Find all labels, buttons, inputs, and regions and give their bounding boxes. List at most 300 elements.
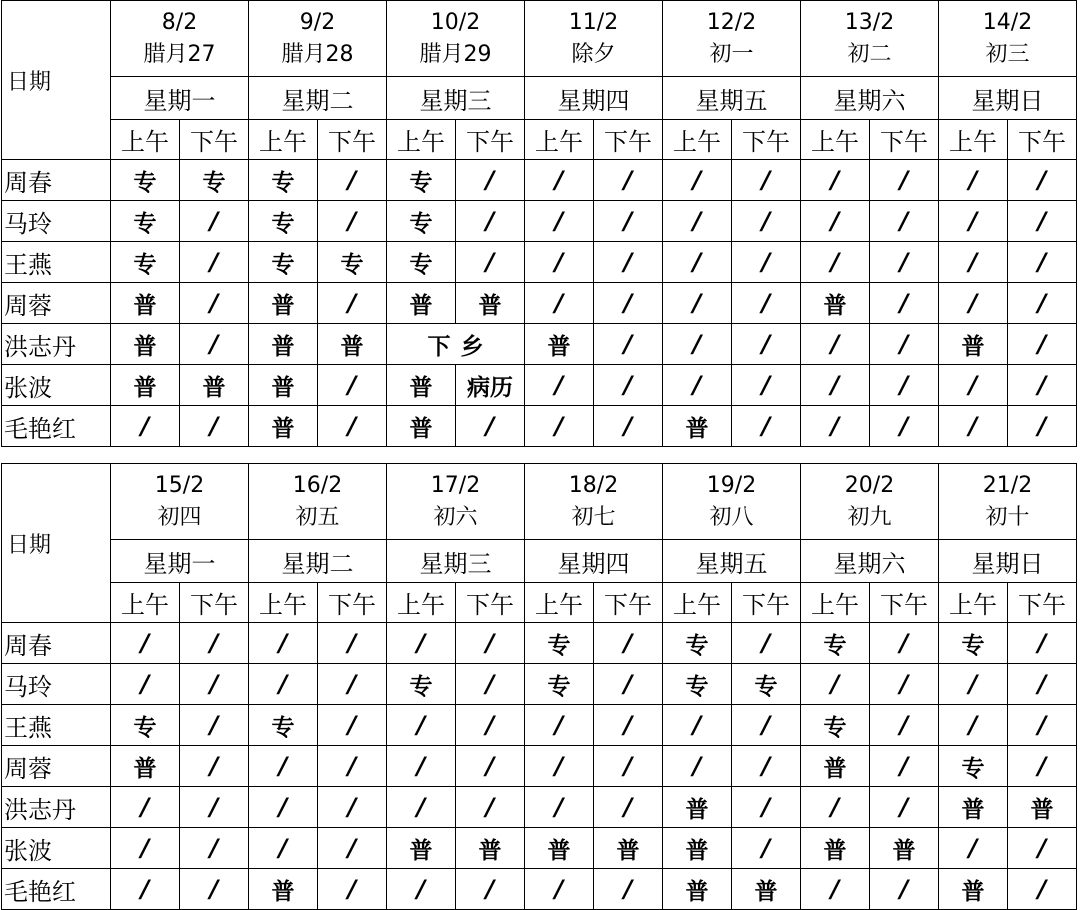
shift-cell: / — [249, 787, 318, 828]
day-date: 20/2 — [844, 472, 895, 498]
staff-row — [2, 705, 1077, 746]
staff-name: 洪志丹 — [2, 324, 111, 365]
shift-cell: / — [663, 324, 732, 365]
shift-cell: / — [732, 201, 801, 242]
shift-cell: / — [870, 324, 939, 365]
shift-cell: 普 — [249, 869, 318, 910]
shift-cell: / — [663, 365, 732, 406]
staff-name: 周蓉 — [2, 283, 111, 324]
day-lunar: 腊月28 — [281, 41, 354, 67]
shift-cell: / — [939, 242, 1008, 283]
shift-cell: / — [180, 664, 249, 705]
shift-cell: / — [870, 787, 939, 828]
shift-cell: / — [318, 787, 387, 828]
shift-cell: 专 — [249, 201, 318, 242]
shift-cell: 普 — [663, 406, 732, 447]
shift-cell: / — [456, 623, 525, 664]
shift-cell: / — [318, 623, 387, 664]
shift-cell: / — [1008, 828, 1077, 869]
shift-cell: / — [732, 746, 801, 787]
shift-cell: / — [939, 160, 1008, 201]
day-lunar: 初九 — [847, 504, 892, 530]
day-header — [111, 464, 249, 540]
shift-cell: / — [594, 160, 663, 201]
am-label: 上午 — [387, 583, 456, 623]
shift-cell: 普 — [801, 828, 870, 869]
shift-cell: / — [456, 201, 525, 242]
day-lunar: 初四 — [157, 504, 202, 530]
shift-cell: / — [732, 705, 801, 746]
shift-cell: / — [456, 160, 525, 201]
staff-row — [2, 324, 1077, 365]
shift-cell: / — [387, 746, 456, 787]
shift-cell: 普 — [111, 283, 180, 324]
shift-cell: / — [870, 746, 939, 787]
shift-cell: / — [249, 828, 318, 869]
schedule-table-1 — [1, 0, 1077, 447]
staff-name: 周春 — [2, 160, 111, 201]
day-lunar: 初十 — [985, 504, 1030, 530]
shift-cell: / — [939, 201, 1008, 242]
pm-label: 下午 — [456, 583, 525, 623]
shift-cell: 普 — [939, 869, 1008, 910]
shift-cell: / — [870, 160, 939, 201]
shift-cell: 专 — [111, 242, 180, 283]
shift-cell: / — [111, 787, 180, 828]
shift-cell: 普 — [456, 828, 525, 869]
shift-cell: / — [939, 705, 1008, 746]
shift-cell: / — [594, 242, 663, 283]
shift-cell: 下乡 — [387, 324, 525, 365]
shift-cell: / — [1008, 242, 1077, 283]
shift-cell: / — [318, 664, 387, 705]
staff-name: 王燕 — [2, 242, 111, 283]
shift-cell: 专 — [525, 623, 594, 664]
shift-cell: / — [870, 623, 939, 664]
weekday: 星期四 — [525, 540, 663, 583]
shift-cell: 普 — [111, 365, 180, 406]
shift-cell: 专 — [732, 664, 801, 705]
day-date: 19/2 — [706, 472, 757, 498]
shift-cell: / — [180, 787, 249, 828]
day-date: 14/2 — [982, 9, 1033, 35]
shift-cell: / — [663, 705, 732, 746]
shift-cell: / — [732, 787, 801, 828]
staff-name: 马玲 — [2, 664, 111, 705]
day-date: 12/2 — [706, 9, 757, 35]
shift-cell: / — [249, 623, 318, 664]
shift-cell: 专 — [387, 242, 456, 283]
day-date: 18/2 — [568, 472, 619, 498]
shift-cell: / — [939, 664, 1008, 705]
shift-cell: 专 — [387, 664, 456, 705]
shift-cell: / — [594, 365, 663, 406]
shift-cell: / — [318, 283, 387, 324]
shift-cell: 普 — [111, 324, 180, 365]
shift-cell: / — [249, 664, 318, 705]
date-label: 日期 — [2, 1, 111, 160]
shift-cell: / — [663, 160, 732, 201]
day-lunar: 初八 — [709, 504, 754, 530]
shift-cell: 专 — [111, 705, 180, 746]
shift-cell: / — [318, 869, 387, 910]
shift-cell: / — [387, 705, 456, 746]
shift-cell: / — [663, 283, 732, 324]
day-header — [387, 464, 525, 540]
am-label: 上午 — [663, 120, 732, 160]
shift-cell: 普 — [111, 746, 180, 787]
shift-cell: / — [594, 664, 663, 705]
shift-cell: / — [594, 787, 663, 828]
day-lunar: 初六 — [433, 504, 478, 530]
weekday: 星期六 — [801, 540, 939, 583]
staff-name: 王燕 — [2, 705, 111, 746]
shift-cell: / — [663, 242, 732, 283]
weekday: 星期三 — [387, 540, 525, 583]
shift-cell: / — [870, 406, 939, 447]
shift-cell: 普 — [525, 324, 594, 365]
shift-cell: / — [180, 242, 249, 283]
shift-cell: / — [525, 787, 594, 828]
shift-cell: / — [180, 406, 249, 447]
staff-name: 周蓉 — [2, 746, 111, 787]
staff-row — [2, 160, 1077, 201]
shift-cell: / — [180, 283, 249, 324]
day-date: 16/2 — [292, 472, 343, 498]
shift-cell: 普 — [249, 365, 318, 406]
shift-cell: / — [111, 828, 180, 869]
am-label: 上午 — [663, 583, 732, 623]
shift-cell: / — [732, 324, 801, 365]
shift-cell: / — [939, 828, 1008, 869]
shift-cell: / — [594, 746, 663, 787]
shift-cell: / — [939, 365, 1008, 406]
shift-cell: 专 — [663, 623, 732, 664]
weekday: 星期日 — [939, 77, 1077, 120]
shift-cell: / — [939, 406, 1008, 447]
shift-cell: 普 — [387, 828, 456, 869]
shift-cell: / — [801, 201, 870, 242]
shift-cell: / — [456, 869, 525, 910]
staff-row — [2, 365, 1077, 406]
shift-cell: / — [732, 365, 801, 406]
shift-cell: / — [318, 365, 387, 406]
shift-cell: 普 — [249, 283, 318, 324]
am-label: 上午 — [801, 583, 870, 623]
shift-cell: 普 — [525, 828, 594, 869]
staff-name: 毛艳红 — [2, 869, 111, 910]
shift-cell: 普 — [387, 365, 456, 406]
staff-row — [2, 828, 1077, 869]
am-label: 上午 — [249, 583, 318, 623]
shift-cell: 专 — [111, 201, 180, 242]
shift-cell: 普 — [180, 365, 249, 406]
weekday: 星期一 — [111, 540, 249, 583]
am-label: 上午 — [801, 120, 870, 160]
day-lunar: 初五 — [295, 504, 340, 530]
am-label: 上午 — [387, 120, 456, 160]
day-header — [663, 1, 801, 77]
am-label: 上午 — [249, 120, 318, 160]
day-lunar: 初二 — [847, 41, 892, 67]
shift-cell: 专 — [318, 242, 387, 283]
shift-cell: 专 — [801, 623, 870, 664]
shift-cell: / — [594, 324, 663, 365]
shift-cell: / — [111, 869, 180, 910]
staff-row — [2, 746, 1077, 787]
staff-name: 马玲 — [2, 201, 111, 242]
shift-cell: / — [525, 201, 594, 242]
shift-cell: 专 — [387, 160, 456, 201]
shift-cell: / — [525, 283, 594, 324]
shift-cell: / — [456, 705, 525, 746]
shift-cell: 普 — [456, 283, 525, 324]
shift-cell: / — [594, 705, 663, 746]
day-header — [525, 1, 663, 77]
shift-cell: / — [870, 664, 939, 705]
shift-cell: 普 — [387, 406, 456, 447]
shift-cell: / — [1008, 160, 1077, 201]
shift-cell: 普 — [249, 324, 318, 365]
shift-cell: 普 — [870, 828, 939, 869]
shift-cell: / — [939, 283, 1008, 324]
shift-cell: / — [180, 746, 249, 787]
staff-name: 洪志丹 — [2, 787, 111, 828]
shift-cell: 专 — [249, 242, 318, 283]
day-header — [387, 1, 525, 77]
shift-cell: / — [387, 787, 456, 828]
staff-row — [2, 406, 1077, 447]
shift-cell: / — [801, 160, 870, 201]
shift-cell: / — [1008, 365, 1077, 406]
shift-cell: / — [1008, 283, 1077, 324]
shift-cell: / — [180, 324, 249, 365]
day-header — [525, 464, 663, 540]
shift-cell: 普 — [318, 324, 387, 365]
shift-cell: / — [525, 365, 594, 406]
shift-cell: / — [870, 283, 939, 324]
pm-label: 下午 — [594, 583, 663, 623]
shift-cell: / — [663, 746, 732, 787]
shift-cell: / — [318, 705, 387, 746]
shift-cell: / — [1008, 664, 1077, 705]
shift-cell: / — [318, 201, 387, 242]
shift-cell: / — [318, 160, 387, 201]
shift-cell: 普 — [939, 787, 1008, 828]
staff-row — [2, 623, 1077, 664]
shift-cell: / — [525, 160, 594, 201]
schedule-table-2 — [1, 463, 1077, 910]
day-date: 21/2 — [982, 472, 1033, 498]
shift-cell: / — [111, 664, 180, 705]
date-row — [2, 1, 1077, 77]
shift-cell: 普 — [387, 283, 456, 324]
shift-cell: / — [801, 365, 870, 406]
shift-cell: / — [1008, 201, 1077, 242]
am-label: 上午 — [525, 583, 594, 623]
shift-cell: / — [801, 406, 870, 447]
shift-cell: / — [594, 623, 663, 664]
weekday: 星期四 — [525, 77, 663, 120]
shift-cell: / — [180, 869, 249, 910]
am-label: 上午 — [111, 120, 180, 160]
shift-cell: 专 — [939, 746, 1008, 787]
shift-cell: / — [732, 406, 801, 447]
day-header — [249, 1, 387, 77]
day-lunar: 初一 — [709, 41, 754, 67]
shift-cell: / — [180, 623, 249, 664]
shift-cell: / — [870, 705, 939, 746]
date-label: 日期 — [2, 464, 111, 623]
pm-label: 下午 — [180, 120, 249, 160]
day-date: 17/2 — [430, 472, 481, 498]
day-header — [111, 1, 249, 77]
shift-cell: / — [1008, 705, 1077, 746]
pm-label: 下午 — [870, 120, 939, 160]
shift-cell: / — [1008, 869, 1077, 910]
weekday: 星期二 — [249, 540, 387, 583]
shift-cell: 普 — [801, 746, 870, 787]
shift-cell: / — [594, 869, 663, 910]
shift-cell: / — [801, 869, 870, 910]
shift-cell: / — [801, 787, 870, 828]
shift-cell: / — [456, 787, 525, 828]
shift-cell: / — [456, 746, 525, 787]
shift-cell: / — [870, 869, 939, 910]
staff-row — [2, 283, 1077, 324]
shift-cell: / — [249, 746, 318, 787]
shift-cell: / — [594, 201, 663, 242]
shift-cell: / — [870, 242, 939, 283]
staff-row — [2, 869, 1077, 910]
shift-cell: 普 — [663, 787, 732, 828]
shift-cell: 专 — [801, 705, 870, 746]
staff-name: 张波 — [2, 365, 111, 406]
shift-cell: 普 — [663, 828, 732, 869]
shift-cell: / — [732, 242, 801, 283]
shift-cell: / — [870, 201, 939, 242]
shift-cell: / — [1008, 623, 1077, 664]
shift-cell: / — [663, 201, 732, 242]
shift-cell: / — [111, 623, 180, 664]
shift-cell: / — [594, 283, 663, 324]
shift-cell: 普 — [939, 324, 1008, 365]
shift-cell: / — [525, 242, 594, 283]
shift-cell: / — [318, 406, 387, 447]
shift-cell: / — [456, 406, 525, 447]
shift-cell: / — [594, 406, 663, 447]
shift-cell: / — [180, 201, 249, 242]
day-lunar: 腊月29 — [419, 41, 492, 67]
am-label: 上午 — [111, 583, 180, 623]
day-header — [249, 464, 387, 540]
staff-name: 张波 — [2, 828, 111, 869]
am-label: 上午 — [939, 120, 1008, 160]
shift-cell: / — [1008, 406, 1077, 447]
shift-cell: / — [525, 406, 594, 447]
halfday-row — [2, 583, 1077, 623]
day-lunar: 初七 — [571, 504, 616, 530]
shift-cell: 病历 — [456, 365, 525, 406]
shift-cell: / — [111, 406, 180, 447]
shift-cell: 专 — [525, 664, 594, 705]
day-date: 13/2 — [844, 9, 895, 35]
shift-cell: / — [318, 828, 387, 869]
pm-label: 下午 — [318, 583, 387, 623]
shift-cell: / — [525, 869, 594, 910]
staff-row — [2, 664, 1077, 705]
halfday-row — [2, 120, 1077, 160]
shift-cell: / — [1008, 324, 1077, 365]
pm-label: 下午 — [1008, 120, 1077, 160]
shift-cell: / — [801, 242, 870, 283]
am-label: 上午 — [525, 120, 594, 160]
pm-label: 下午 — [318, 120, 387, 160]
shift-cell: / — [801, 664, 870, 705]
weekday: 星期五 — [663, 77, 801, 120]
shift-cell: / — [456, 664, 525, 705]
shift-cell: 专 — [249, 160, 318, 201]
day-lunar: 腊月27 — [143, 41, 216, 67]
day-lunar: 初三 — [985, 41, 1030, 67]
shift-cell: / — [180, 705, 249, 746]
shift-cell: 普 — [732, 869, 801, 910]
day-date: 10/2 — [430, 9, 481, 35]
staff-name: 毛艳红 — [2, 406, 111, 447]
shift-cell: / — [387, 623, 456, 664]
day-header — [939, 464, 1077, 540]
pm-label: 下午 — [1008, 583, 1077, 623]
pm-label: 下午 — [870, 583, 939, 623]
shift-cell: 专 — [939, 623, 1008, 664]
day-date: 9/2 — [299, 9, 336, 35]
weekday: 星期二 — [249, 77, 387, 120]
staff-row — [2, 242, 1077, 283]
shift-cell: 专 — [111, 160, 180, 201]
shift-cell: / — [732, 828, 801, 869]
staff-name: 周春 — [2, 623, 111, 664]
shift-cell: 普 — [801, 283, 870, 324]
shift-cell: / — [732, 283, 801, 324]
shift-cell: / — [318, 746, 387, 787]
pm-label: 下午 — [732, 120, 801, 160]
weekday: 星期三 — [387, 77, 525, 120]
weekday-row — [2, 77, 1077, 120]
day-date: 15/2 — [154, 472, 205, 498]
pm-label: 下午 — [732, 583, 801, 623]
shift-cell: / — [387, 869, 456, 910]
shift-cell: 专 — [663, 664, 732, 705]
shift-cell: / — [732, 160, 801, 201]
shift-cell: / — [525, 746, 594, 787]
shift-cell: / — [801, 324, 870, 365]
shift-cell: 专 — [180, 160, 249, 201]
shift-cell: 普 — [249, 406, 318, 447]
shift-cell: 普 — [663, 869, 732, 910]
shift-cell: 专 — [249, 705, 318, 746]
staff-row — [2, 201, 1077, 242]
shift-cell: / — [870, 365, 939, 406]
shift-cell: / — [732, 623, 801, 664]
shift-cell: / — [456, 242, 525, 283]
staff-row — [2, 787, 1077, 828]
shift-cell: 普 — [594, 828, 663, 869]
day-header — [939, 1, 1077, 77]
pm-label: 下午 — [456, 120, 525, 160]
weekday: 星期六 — [801, 77, 939, 120]
day-header — [801, 464, 939, 540]
shift-cell: / — [525, 705, 594, 746]
